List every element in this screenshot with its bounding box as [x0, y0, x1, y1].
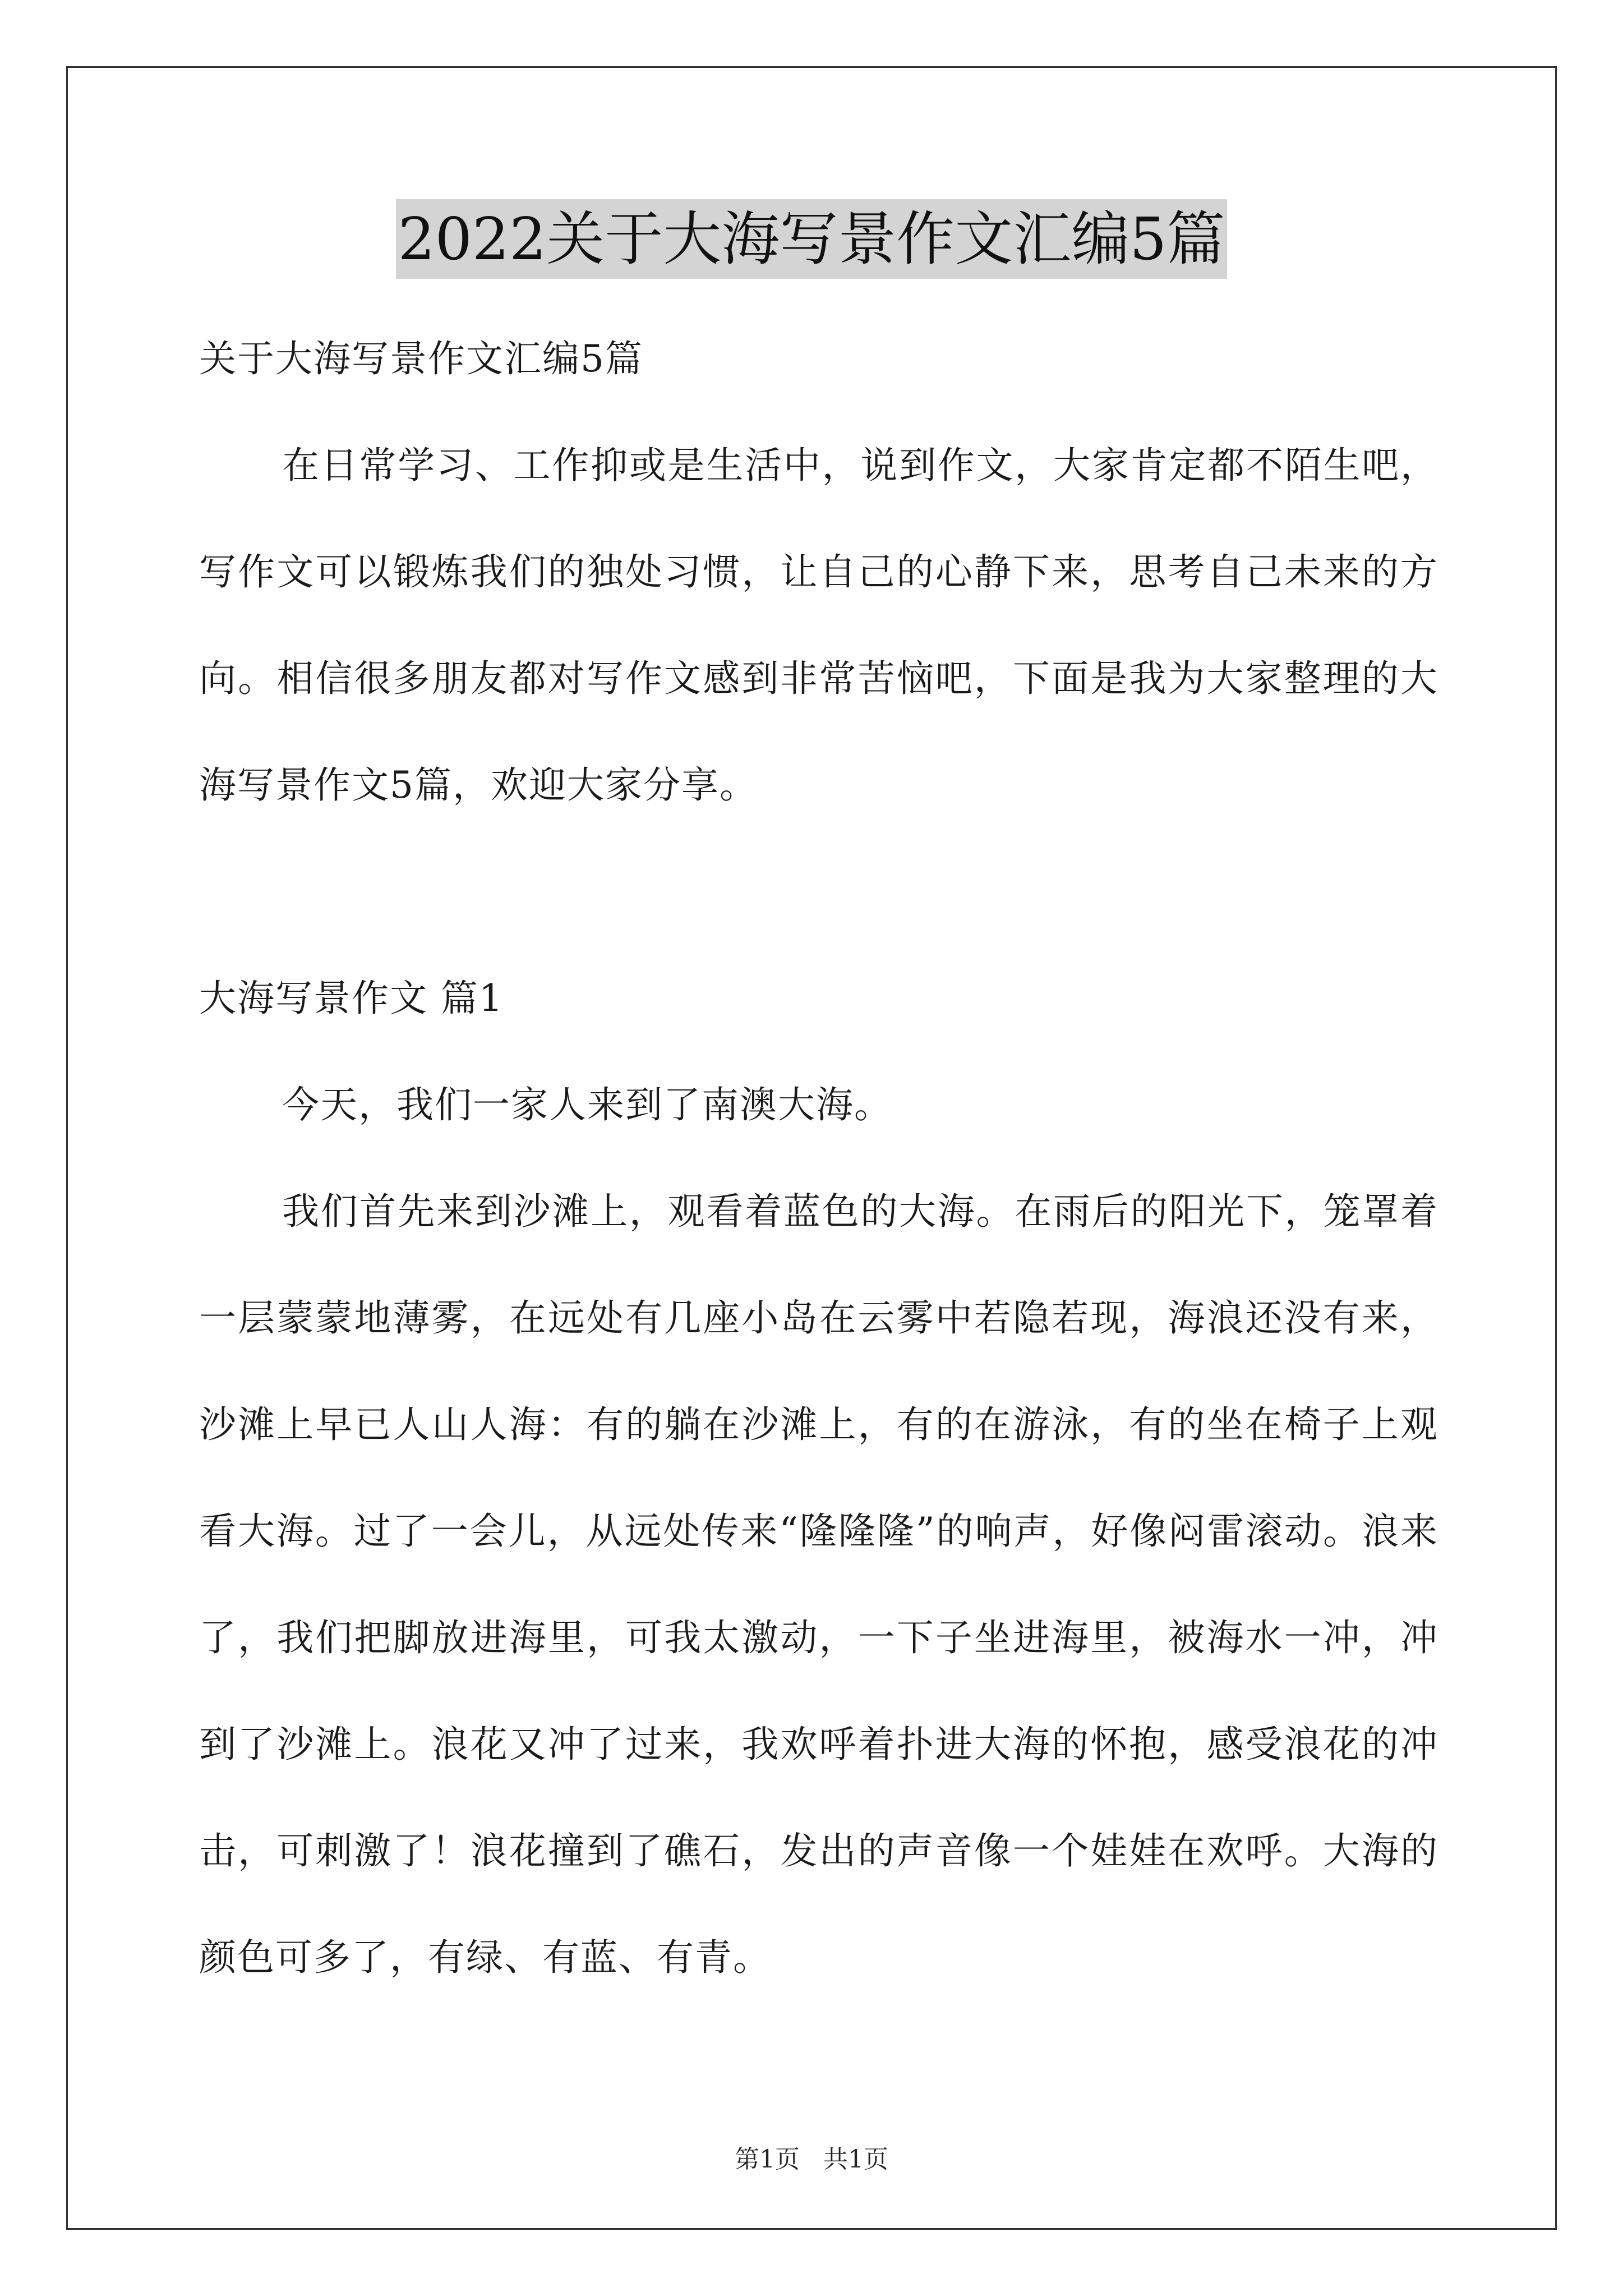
document-title: 2022关于大海写景作文汇编5篇	[396, 199, 1228, 279]
page-number: 第1页	[735, 2145, 800, 2174]
page-total: 共1页	[823, 2145, 888, 2174]
document-subtitle: 关于大海写景作文汇编5篇	[199, 337, 643, 380]
body-paragraph-1: 今天，我们一家人来到了南澳大海。	[282, 1083, 892, 1126]
intro-paragraph: 在日常学习、工作抑或是生活中，说到作文，大家肯定都不陌生吧，写作文可以锻炼我们的独处习惯，让自己的心静下来，思考自己未来的方向。相信很多朋友都对写作文感到非常苦恼吧，下面是我为大家整理的大海写景作文5篇，欢迎大家分享。	[199, 444, 1438, 807]
section-heading: 大海写景作文 篇1	[199, 977, 504, 1020]
page-footer	[0, 2143, 1623, 2177]
body-paragraph-2: 我们首先来到沙滩上，观看着蓝色的大海。在雨后的阳光下，笼罩着一层蒙蒙地薄雾，在远处有几座小岛在云雾中若隐若现，海浪还没有来，沙滩上早已人山人海：有的躺在沙滩上，有的在游泳，有的坐在椅子上观看大海。过了一会儿，从远处传来“隆隆隆”的响声，好像闷雷滚动。浪来了，我们把脚放进海里，可我太激动，一下子坐进海里，被海水一冲，冲到了沙滩上。浪花又冲了过来，我欢呼着扑进大海的怀抱，感受浪花的冲击，可刺激了！浪花撞到了礁石，发出的声音像一个娃娃在欢呼。大海的颜色可多了，有绿、有蓝、有青。	[199, 1190, 1438, 1979]
document-body	[199, 306, 1438, 2011]
title-container	[0, 199, 1623, 279]
